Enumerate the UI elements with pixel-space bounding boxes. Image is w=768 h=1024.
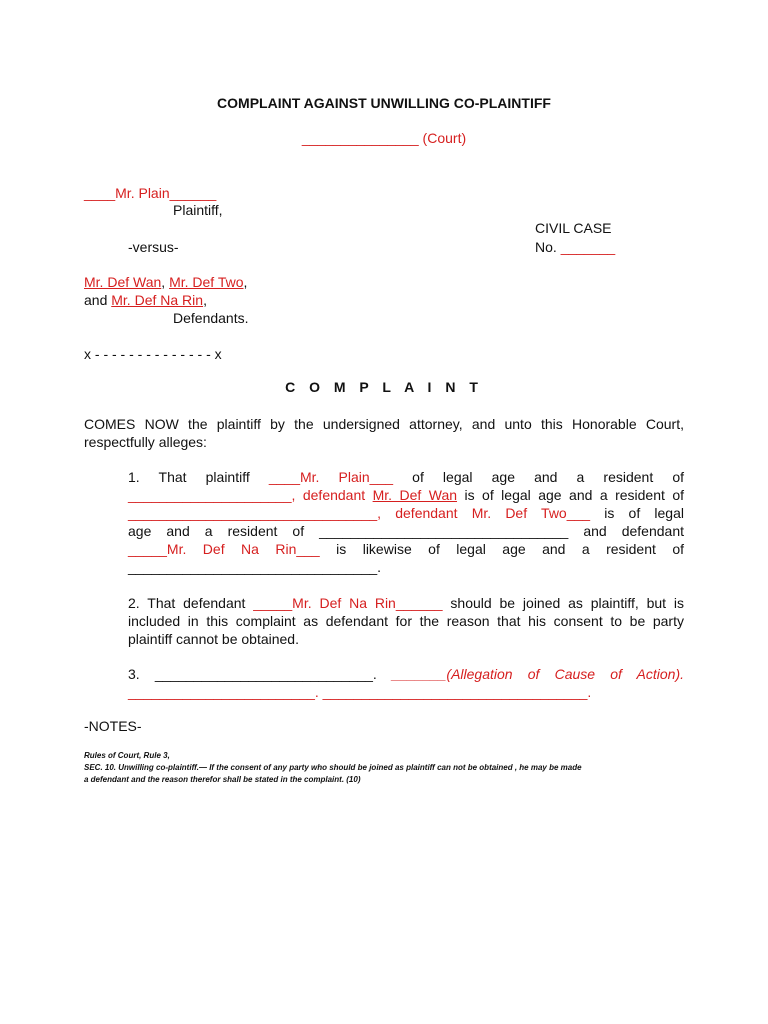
defendants-line-1: Mr. Def Wan, Mr. Def Two, — [84, 274, 248, 290]
defendant-2-ref: Mr. Def Two___ — [471, 505, 591, 521]
case-no-blank: _______ — [560, 239, 616, 255]
case-no-label: No. — [535, 239, 557, 255]
notes-line-1: Rules of Court, Rule 3, — [84, 751, 170, 760]
p2-line-1: 2. That defendant _____Mr. Def Na Rin______ should be joined as plaintiff, but is — [128, 595, 685, 611]
intro-line-1: COMES NOW the plaintiff by the undersigned attorney, and unto this Honorable Court, — [84, 416, 684, 432]
notes-line-2: SEC. 10. Unwilling co-plaintiff.— If the consent of any party who should be joined as plaintiff can not be obtained , he may be made — [84, 763, 582, 772]
p1-line-6: ________________________________. — [128, 559, 382, 575]
p1-line-2: _____________________, defendant Mr. Def Wan is of legal age and a resident of — [128, 487, 685, 503]
defendant-3-name: Mr. Def Na Rin — [111, 292, 204, 308]
notes-line-3: a defendant and the reason therefor shall be stated in the complaint. (10) — [84, 775, 361, 784]
civil-case-label: CIVIL CASE — [535, 220, 612, 236]
p1-line-1: 1. That plaintiff ____Mr. Plain___ of legal age and a resident of — [128, 469, 685, 485]
defendant-3-ref: _____Mr. Def Na Rin___ — [128, 541, 320, 557]
p1-line-3: ________________________________, defendant Mr. Def Two___ is of legal — [128, 505, 684, 521]
complaint-heading: C O M P L A I N T — [285, 379, 483, 395]
defendant-3-ref-2: _____Mr. Def Na Rin______ — [253, 595, 443, 611]
plaintiff-label: Plaintiff, — [173, 202, 223, 218]
case-number — [535, 238, 615, 256]
plaintiff-name: ____Mr. Plain______ — [84, 185, 217, 201]
notes-heading: -NOTES- — [84, 718, 142, 734]
caption-separator: x - - - - - - - - - - - - - - x — [84, 346, 222, 362]
cause-of-action-placeholder: _______(Allegation of Cause of Action). — [391, 666, 685, 682]
allegation-paragraph-3 — [128, 665, 684, 701]
and-text: and — [84, 292, 108, 308]
p1-line-4: age and a resident of ________________________________ and defendant — [128, 523, 684, 539]
document-title: COMPLAINT AGAINST UNWILLING CO-PLAINTIFF — [217, 95, 551, 111]
p3-line-1: 3. ____________________________. _______(Allegation of Cause of Action). — [128, 666, 685, 682]
allegation-paragraph-2 — [128, 594, 684, 648]
versus-text: -versus- — [128, 239, 179, 255]
p3-line-2: ________________________. __________________________________. — [128, 684, 592, 700]
intro-paragraph — [84, 415, 684, 451]
allegation-paragraph-1 — [128, 468, 684, 576]
p1-line-5: _____Mr. Def Na Rin___ is likewise of legal age and a resident of — [128, 541, 685, 557]
defendants-line-2: and Mr. Def Na Rin, — [84, 292, 207, 308]
defendant-2-name: Mr. Def Two — [169, 274, 244, 290]
intro-line-2: respectfully alleges: — [84, 434, 207, 450]
defendant-1-name: Mr. Def Wan — [84, 274, 162, 290]
defendants-label: Defendants. — [173, 310, 249, 326]
defendant-1-ref: Mr. Def Wan — [372, 487, 458, 503]
plaintiff-ref: ____Mr. Plain___ — [268, 469, 394, 485]
p2-line-2: included in this complaint as defendant for the reason that his consent to be party — [128, 613, 684, 629]
p2-line-3: plaintiff cannot be obtained. — [128, 631, 299, 647]
court-name: _______________ (Court) — [301, 130, 467, 146]
